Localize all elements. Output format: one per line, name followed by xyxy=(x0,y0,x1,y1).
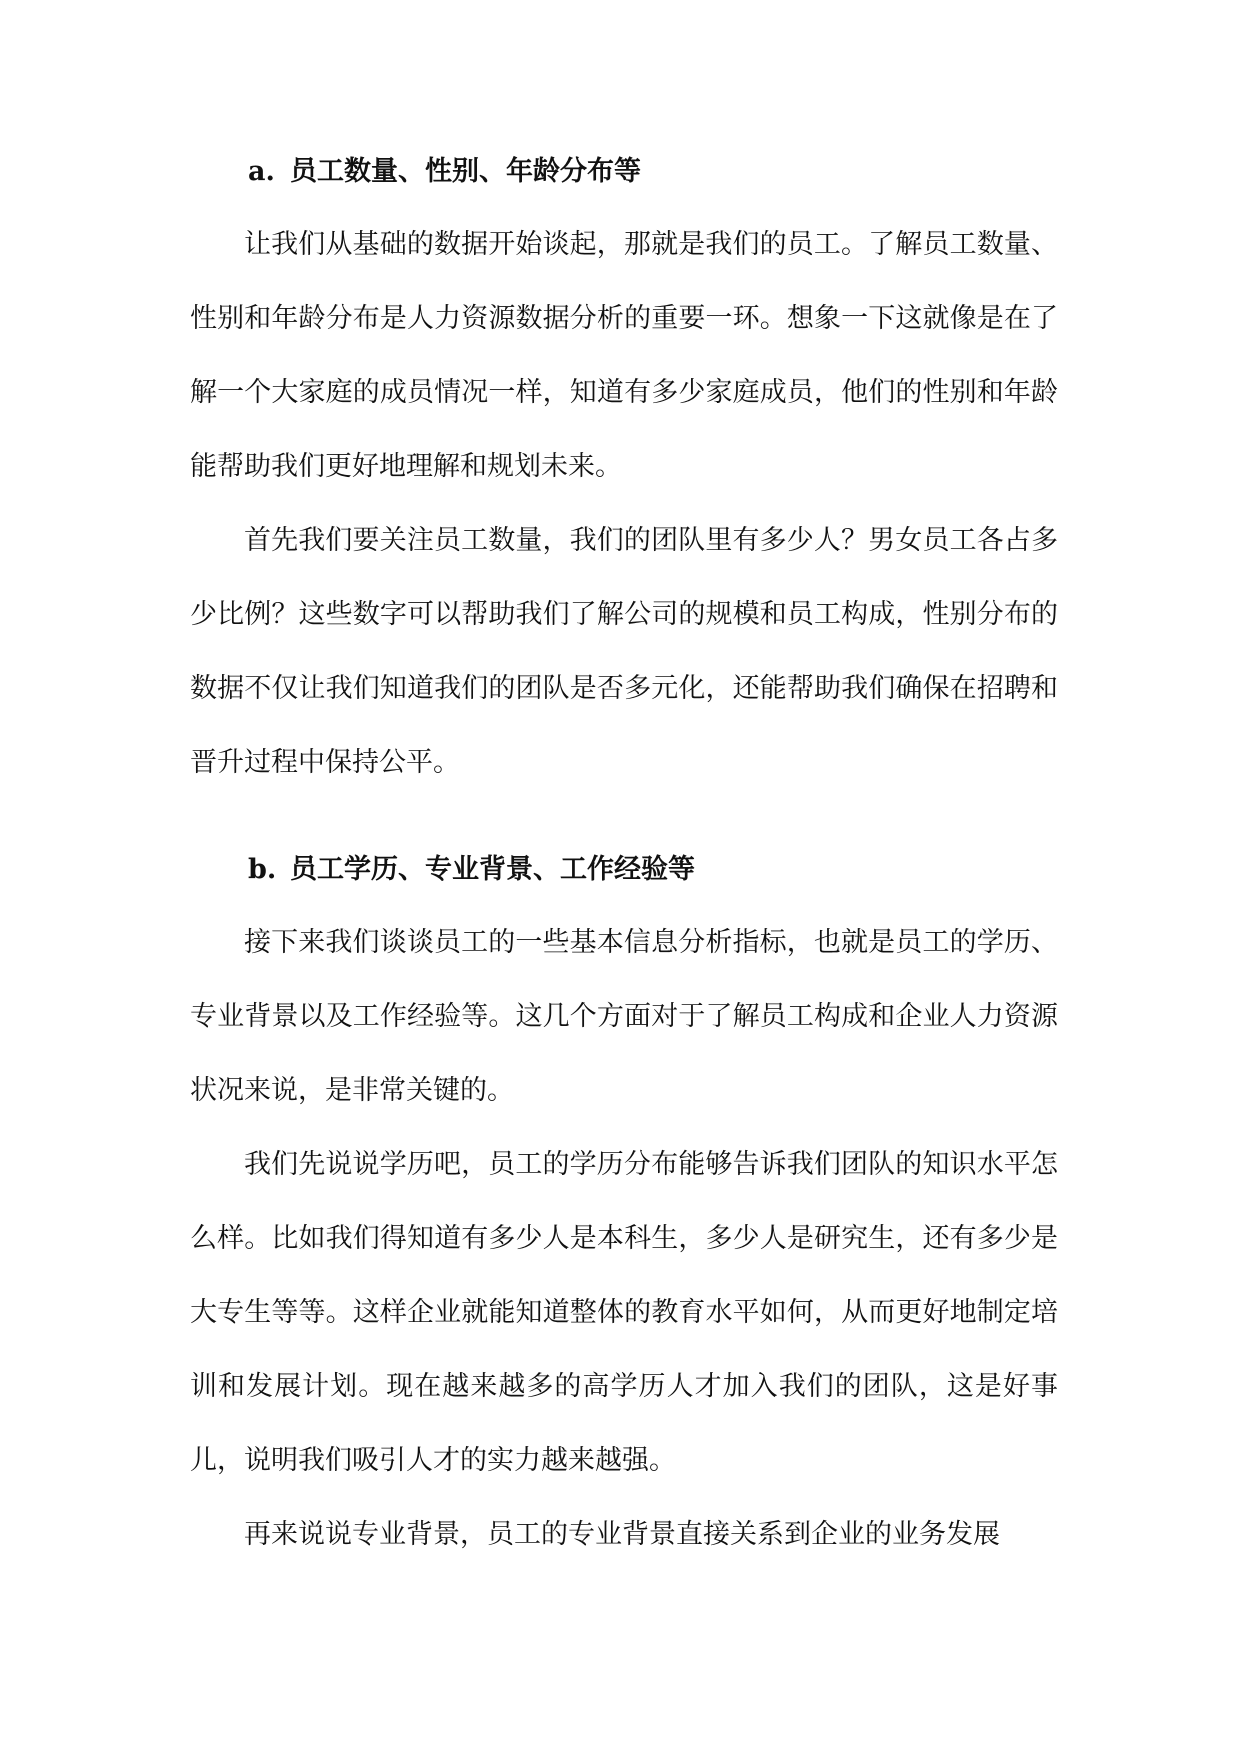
section-label-a: a. xyxy=(248,156,275,187)
paragraph-b-3: 再来说说专业背景，员工的专业背景直接关系到企业的业务发展 xyxy=(244,1519,1000,1550)
section-spacer xyxy=(190,800,1058,834)
document-content xyxy=(190,136,1058,1572)
section-label-b: b. xyxy=(248,854,277,885)
section-title-a: 员工数量、性别、年龄分布等 xyxy=(290,156,641,187)
section-title-b: 员工学历、专业背景、工作经验等 xyxy=(290,854,695,885)
section-heading-a xyxy=(190,136,1058,208)
paragraph-a-2: 首先我们要关注员工数量，我们的团队里有多少人？男女员工各占多少比例？这些数字可以帮助我们了解公司的规模和员工构成，性别分布的数据不仅让我们知道我们的团队是否多元化，还能帮助我们确保在招聘和晋升过程中保持公平。 xyxy=(190,525,1058,778)
paragraph-a-1: 让我们从基础的数据开始谈起，那就是我们的员工。了解员工数量、性别和年龄分布是人力资源数据分析的重要一环。想象一下这就像是在了解一个大家庭的成员情况一样，知道有多少家庭成员，他们的性别和年龄能帮助我们更好地理解和规划未来。 xyxy=(190,229,1058,482)
section-heading-b xyxy=(190,834,1058,906)
paragraph-b-2: 我们先说说学历吧，员工的学历分布能够告诉我们团队的知识水平怎么样。比如我们得知道有多少人是本科生，多少人是研究生，还有多少是大专生等等。这样企业就能知道整体的教育水平如何，从而更好地制定培训和发展计划。现在越来越多的高学历人才加入我们的团队，这是好事儿，说明我们吸引人才的实力越来越强。 xyxy=(190,1149,1058,1476)
paragraph-b-1: 接下来我们谈谈员工的一些基本信息分析指标，也就是员工的学历、专业背景以及工作经验等。这几个方面对于了解员工构成和企业人力资源状况来说，是非常关键的。 xyxy=(190,927,1058,1106)
